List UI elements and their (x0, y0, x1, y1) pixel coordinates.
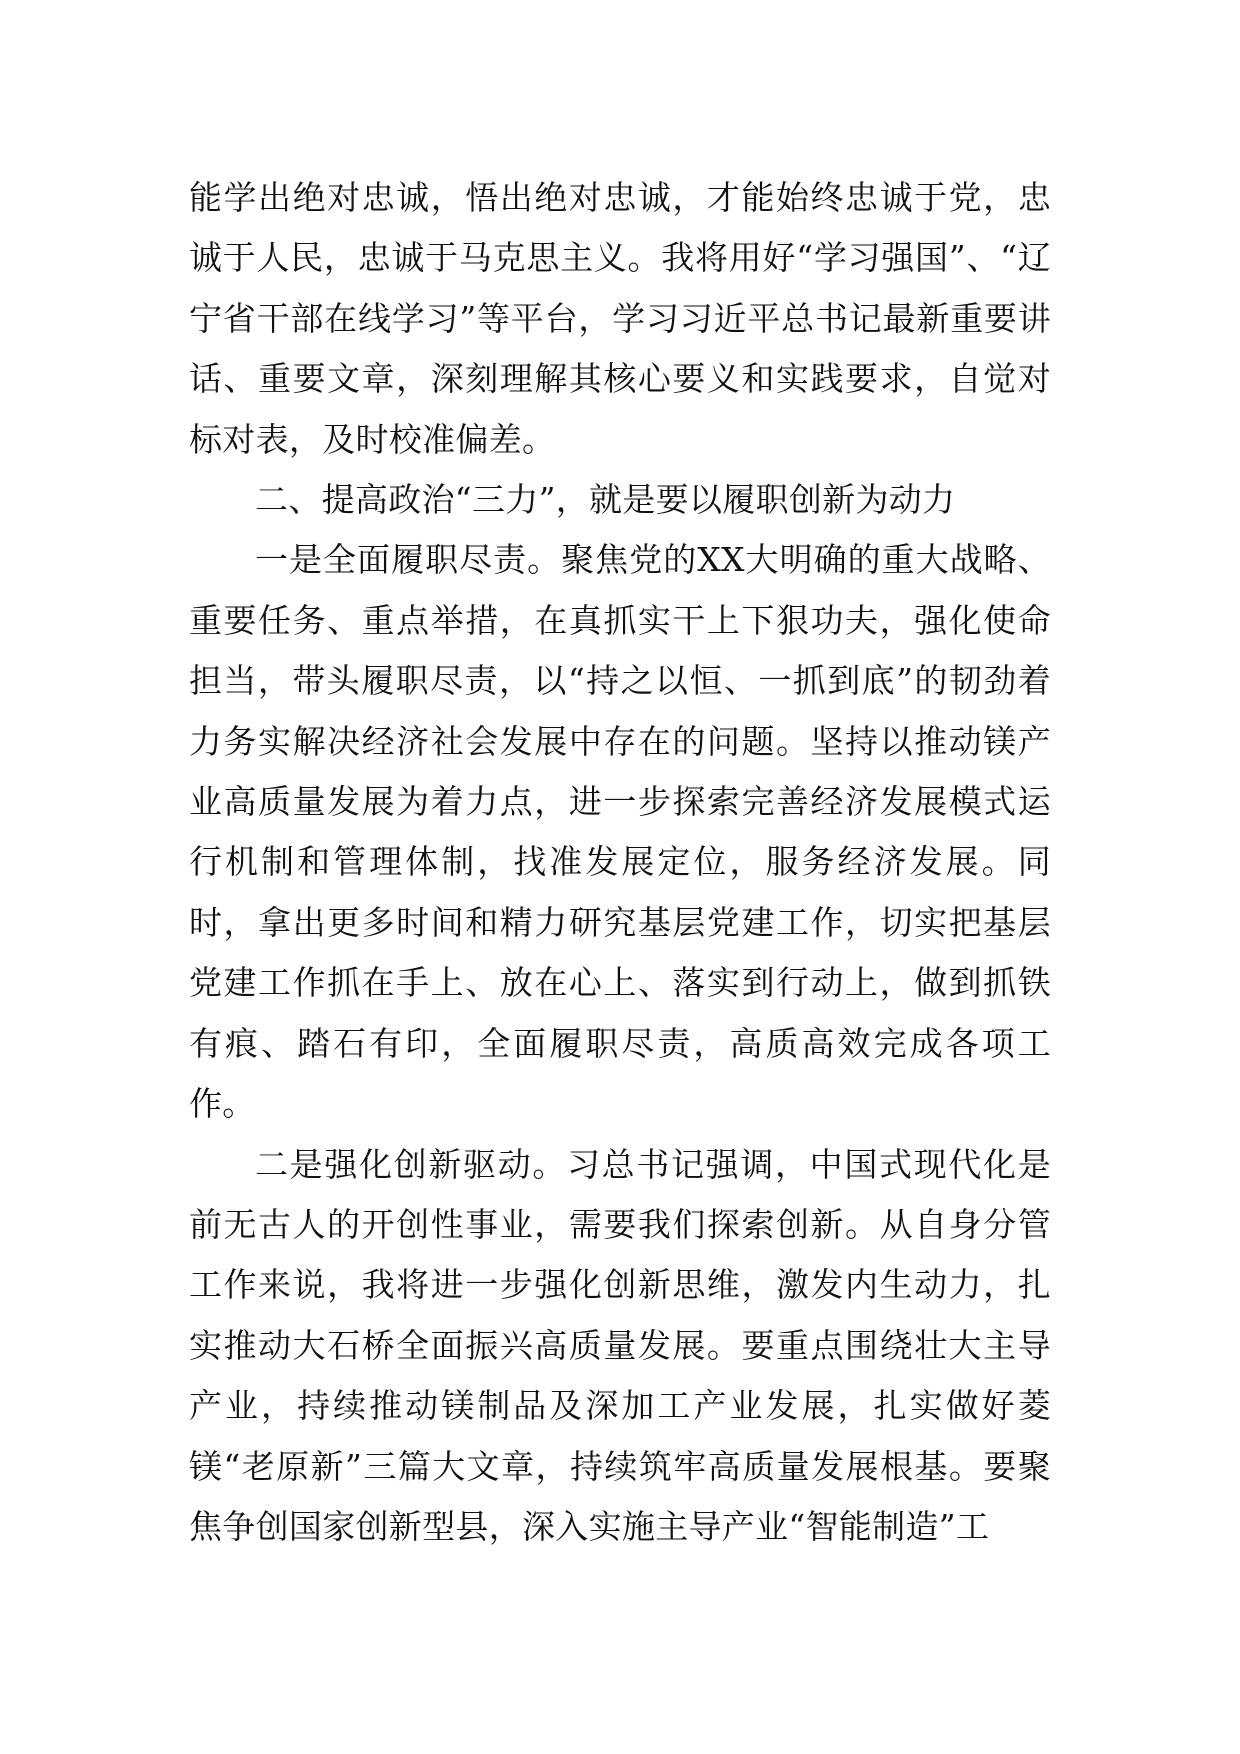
paragraph-innovation-drive: 二是强化创新驱动。习总书记强调，中国式现代化是前无古人的开创性事业，需要我们探索创新。从自身分管工作来说，我将进一步强化创新思维，激发内生动力，扎实推动大石桥全面振兴高质量发展。要重点围绕壮大主导产业，持续推动镁制品及深加工产业发展，扎实做好菱镁“老原新”三篇大文章，持续筑牢高质量发展根基。要聚焦争创国家创新型县，深入实施主导产业“智能制造”工 (189, 1144, 1051, 1546)
document-body (189, 168, 1051, 1557)
paragraph-continuation: 能学出绝对忠诚，悟出绝对忠诚，才能始终忠诚于党，忠诚于人民，忠诚于马克思主义。我将用好“学习强国”、“辽宁省干部在线学习”等平台，学习习近平总书记最新重要讲话、重要文章，深刻理解其核心要义和实践要求，自觉对标对表，及时校准偏差。 (189, 178, 1051, 459)
section-heading: 二、提高政治“三力”，就是要以履职创新为动力 (255, 480, 956, 520)
paragraph-fulfill-duties: 一是全面履职尽责。聚焦党的XX大明确的重大战略、重要任务、重点举措，在真抓实干上下狠功夫，强化使命担当，带头履职尽责，以“持之以恒、一抓到底”的韧劲着力务实解决经济社会发展中存在的问题。坚持以推动镁产业高质量发展为着力点，进一步探索完善经济发展模式运行机制和管理体制，找准发展定位，服务经济发展。同时，拿出更多时间和精力研究基层党建工作，切实把基层党建工作抓在手上、放在心上、落实到行动上，做到抓铁有痕、踏石有印，全面履职尽责，高质高效完成各项工作。 (189, 540, 1051, 1124)
